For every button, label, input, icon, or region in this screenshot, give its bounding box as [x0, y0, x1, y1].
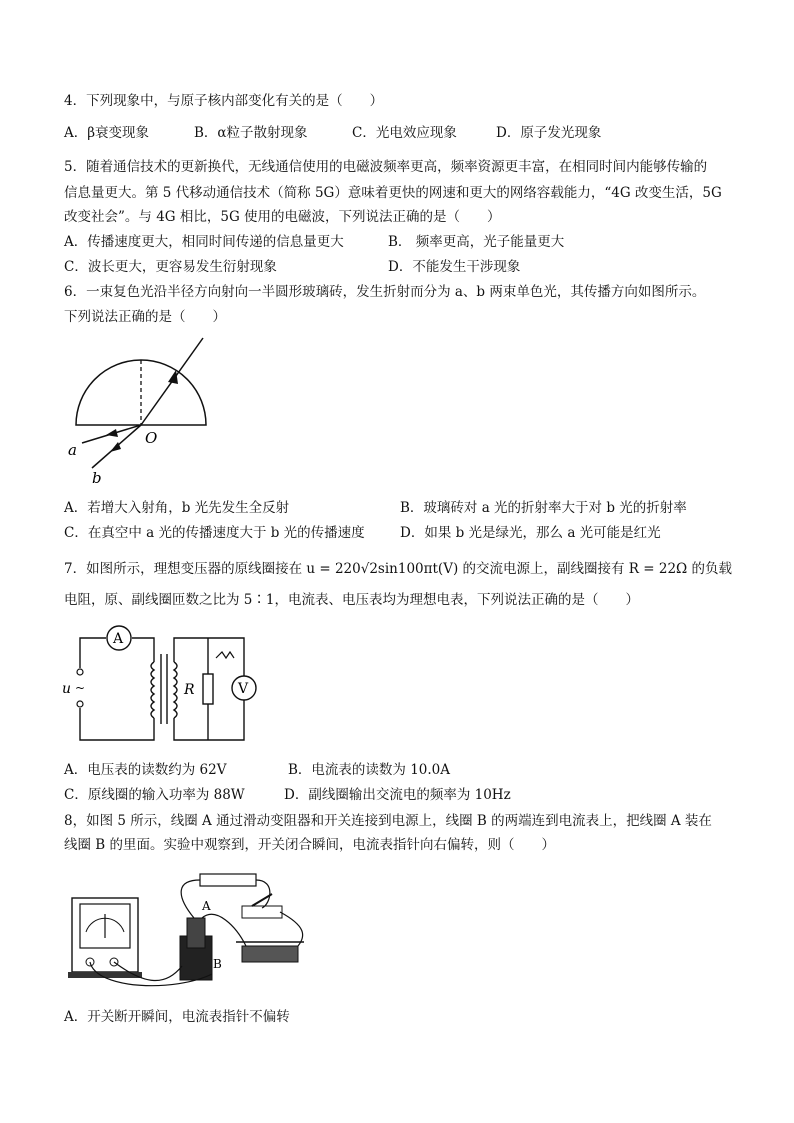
q8-induction-apparatus: [66, 866, 316, 996]
rheostat: [242, 946, 298, 962]
q6-stem-line2: 下列说法正确的是（ ）: [64, 309, 226, 325]
q5-option-b: B． 频率更高，光子能量更大: [388, 234, 565, 250]
wire-6: [280, 912, 303, 946]
q6-option-a: A．若增大入射角，b 光先发生全反射: [64, 500, 290, 516]
coil-a-label: A: [202, 899, 211, 913]
q6-option-c: C．在真空中 a 光的传播速度大于 b 光的传播速度: [64, 525, 365, 541]
q4-stem: 4．下列现象中，与原子核内部变化有关的是（ ）: [64, 93, 384, 109]
q4-option-c: C．光电效应现象: [352, 125, 457, 141]
primary-wire-right: [132, 638, 154, 662]
terminal-top: [77, 669, 83, 675]
q8-stem-line2: 线圈 B 的里面。实验中观察到，开关闭合瞬间，电流表指针向右偏转，则（ ）: [64, 837, 556, 853]
q6-option-b: B．玻璃砖对 a 光的折射率大于对 b 光的折射率: [400, 500, 687, 516]
wire-3: [181, 880, 200, 918]
source-label: u: [62, 681, 72, 697]
q7-stem-line2: 电阻，原、副线圈匝数之比为 5∶1，电流表、电压表均为理想电表，下列说法正确的是（ ）: [64, 592, 639, 608]
q6-stem-line1: 6．一束复色光沿半径方向射向一半圆形玻璃砖，发生折射而分为 a、b 两束单色光，其传播方向如图所示。: [64, 284, 706, 300]
label-a: a: [68, 441, 77, 459]
coil-b-label: B: [213, 957, 222, 971]
source-symbol: ~: [75, 681, 86, 695]
q5-stem-line3: 改变社会”。与 4G 相比，5G 使用的电磁波，下列说法正确的是（ ）: [64, 209, 501, 225]
primary-coil: [151, 662, 154, 718]
voltmeter-label: V: [238, 681, 249, 697]
q4-option-b: B．α粒子散射现象: [194, 125, 308, 141]
q5-option-d: D．不能发生干涉现象: [388, 259, 521, 275]
q6-option-d: D．如果 b 光是绿光，那么 a 光可能是红光: [400, 525, 661, 541]
label-b: b: [92, 469, 102, 487]
primary-wire-bottom: [80, 708, 154, 740]
resistor: [203, 674, 213, 704]
resistor-label: R: [184, 682, 195, 698]
incident-arrow: [168, 370, 178, 384]
q7-option-d: D．副线圈输出交流电的频率为 10Hz: [284, 787, 511, 803]
lamp-scribble-icon: [216, 652, 234, 658]
ammeter-label: A: [113, 631, 124, 647]
q5-stem-line2: 信息量更大。第 5 代移动通信技术（简称 5G）意味着更快的网速和更大的网络容载能力，“4G 改变生活，5G: [64, 185, 722, 201]
q4-option-a: A．β衰变现象: [64, 125, 150, 141]
terminal-bottom: [77, 701, 83, 707]
wire-4: [256, 880, 270, 908]
q6-semicircle-figure: [60, 330, 240, 490]
q7-option-c: C．原线圈的输入功率为 88W: [64, 787, 245, 803]
q4-option-d: D．原子发光现象: [496, 125, 602, 141]
q8-stem-line1: 8，如图 5 所示，线圈 A 通过滑动变阻器和开关连接到电源上，线圈 B 的两端连到电流表上，把线圈 A 装在: [64, 813, 712, 829]
q7-transformer-circuit: [58, 620, 258, 750]
secondary-coil: [174, 662, 177, 718]
q7-option-a: A．电压表的读数约为 62V: [64, 762, 227, 778]
battery: [200, 874, 256, 886]
q5-option-c: C．波长更大，更容易发生衍射现象: [64, 259, 277, 275]
q7-option-b: B．电流表的读数为 10.0A: [288, 762, 451, 778]
q7-stem-line1: 7．如图所示，理想变压器的原线圈接在 u = 220√2sin100πt(V) 的交流电源上，副线圈接有 R = 22Ω 的负载: [64, 561, 733, 577]
primary-wire: [80, 638, 106, 668]
label-o: O: [145, 429, 158, 447]
q5-stem-line1: 5．随着通信技术的更新换代，无线通信使用的电磁波频率更高，频率资源更丰富，在相同时间内能够传输的: [64, 159, 708, 175]
coil-a: [187, 918, 205, 948]
q8-option-a: A．开关断开瞬间，电流表指针不偏转: [64, 1009, 290, 1025]
q5-option-a: A．传播速度更大，相同时间传递的信息量更大: [64, 234, 344, 250]
